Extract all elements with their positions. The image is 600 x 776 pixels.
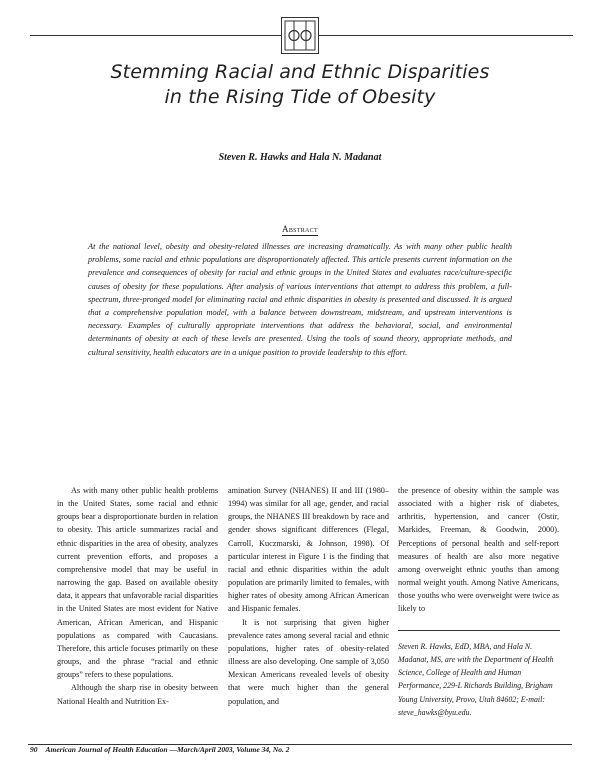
- abstract-heading-label: Abstract: [282, 224, 318, 234]
- paragraph: Although the sharp rise in obesity between National Health and Nutrition Ex-: [57, 683, 218, 706]
- abstract-text: At the national level, obesity and obesity-related illnesses are increasing dramatically. As with many other public health problems, some racial and ethnic populations are disproportionately affected. This article presents current information on the prevalence and consequences of obesity for racial and ethnic groups in the United States and evaluates race/culture-specific causes of obesity for these populations. After analysis of various interventions that attempt to address this problem, a full-spectrum, three-pronged model for eliminating racial and ethnic disparities in obesity is presented and discussed. It is argued that a comprehensive population model, with a balance between downstream, midstream, and upstream interventions is necessary. Examples of culturally appropriate interventions that address the behavioral, social, and environmental determinants of obesity at each of these levels are presented. Using the tools of sound theory, appropriate methods, and cultural sensitivity, health educators are in a unique position to provide leadership to this effort.: [88, 242, 512, 357]
- paragraph: the presence of obesity within the sample was associated with a higher risk of diabetes, arthritis, hypertension, and cancer (Ostir, Markides, Freeman, & Goodwin, 2000). Perceptions of personal health and self-report measures of health are also more negative among overweight ethnic youths than among normal weight youth. Among Native Americans, those youths who were overweight were twice as likely to: [398, 486, 559, 614]
- body-column-2: [228, 484, 389, 708]
- journal-logo-icon: [281, 17, 319, 54]
- paragraph: As with many other public health problems in the United States, some racial and ethnic groups bear a disproportionate burden in relation to obesity. This article summarizes racial and ethnic disparities in the area of obesity, analyzes current prevention efforts, and proposes a comprehensive model that may be useful in narrowing the gap. Based on available obesity data, it appears that unfavorable racial disparities in the United States are most evident for Native American, African American, and Hispanic populations as compared with Caucasians. Therefore, this article focuses primarily on these groups, and the phrase “racial and ethnic groups” refers to these populations.: [57, 486, 218, 680]
- article-title: [0, 60, 600, 110]
- page-footer: [30, 745, 290, 754]
- title-line-2: in the Rising Tide of Obesity: [164, 86, 436, 108]
- title-line-1: Stemming Racial and Ethnic Disparities: [110, 61, 490, 83]
- body-column-3: [398, 484, 559, 616]
- body-column-1: [57, 484, 218, 708]
- paragraph: It is not surprising that given higher prevalence rates among several racial and ethnic populations, higher rates of obesity-related illness are also developing. One sample of 3,050 Mexican Americans revealed levels of obesity that were much higher than the general population, and: [228, 617, 389, 706]
- journal-citation: American Journal of Health Education —March/April 2003, Volume 34, No. 2: [45, 745, 290, 754]
- author-byline: Steven R. Hawks and Hala N. Madanat: [218, 152, 382, 163]
- abstract-heading: [0, 224, 600, 234]
- page-number: 90: [30, 745, 38, 754]
- author-bio: Steven R. Hawks, EdD, MBA, and Hala N. Madanat, MS, are with the Department of Health Science, College of Health and Human Performance, 229-L Richards Building, Brigham Young University, Provo, Utah 84602; E-mail: steve_hawks@byu.edu.: [398, 630, 560, 719]
- paragraph: amination Survey (NHANES) II and III (1980–1994) was similar for all age, gender, and racial groups, the NHANES III breakdown by race and gender shows significant differences (Flegal, Carroll, Kuczmarski, & Johnson, 1998). Of particular interest in Figure 1 is the finding that racial and ethnic disparities within the adult population are primarily limited to females, with higher rates of obesity among African American and Hispanic females.: [228, 486, 389, 614]
